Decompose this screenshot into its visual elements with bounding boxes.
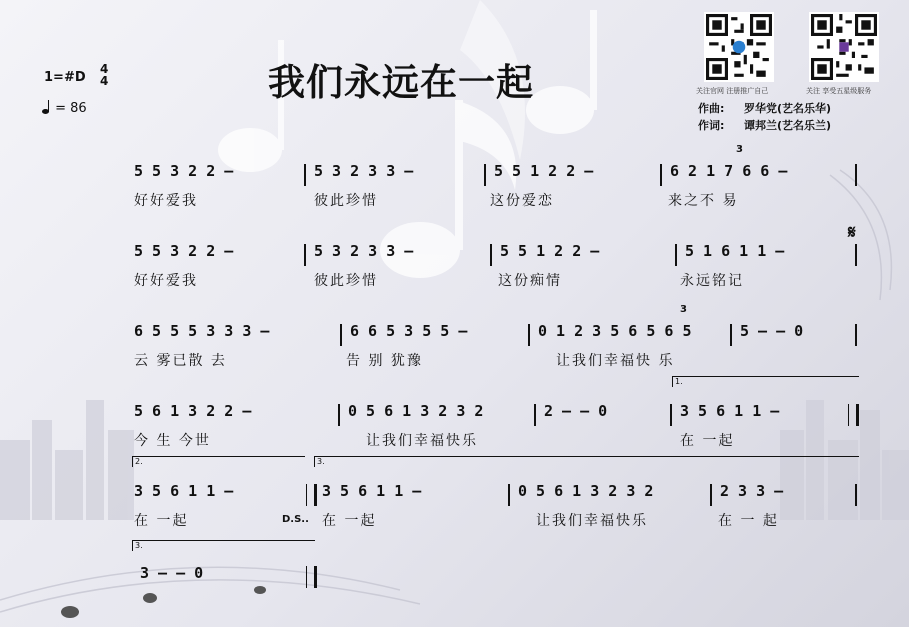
volta-bracket: 2. [132, 456, 305, 467]
bar-line [508, 484, 510, 506]
bar-line [675, 244, 677, 266]
bar-line [855, 324, 857, 346]
lyric-text: 让我们幸福快 乐 [556, 353, 675, 369]
measure-notes: 0 5 6 1 3 2 3 2 [348, 402, 484, 420]
double-bar [306, 484, 317, 506]
lyric-text: 永远铭记 [680, 273, 744, 289]
tempo-value: = 86 [55, 101, 87, 116]
bar-line [855, 484, 857, 506]
lyric-text: 在 一 起 [718, 513, 779, 529]
lyric-text: 这份爱恋 [490, 193, 554, 209]
volta-bracket: 1. [672, 376, 859, 387]
bar-line [304, 244, 306, 266]
song-credits [698, 100, 831, 134]
qr-caption-service: 关注 享受五星级服务 [806, 87, 872, 95]
measure-notes: 6 6 5 3 5 5 – [350, 322, 468, 340]
final-bar [306, 566, 317, 588]
lyric-text: 好好爱我 [134, 273, 198, 289]
time-signature [100, 63, 108, 87]
lyric-text: 彼此珍惜 [314, 193, 378, 209]
lyric-text: 云 雾已散 去 [134, 353, 227, 369]
lyric-text: 好好爱我 [134, 193, 198, 209]
qr-code-icon [706, 14, 772, 80]
bar-line [534, 404, 536, 426]
measure-notes: 3 5 6 1 1 – [680, 402, 780, 420]
measure-notes: 3 5 6 1 1 – [322, 482, 422, 500]
triplet-mark: 3 [736, 144, 743, 155]
bar-line [484, 164, 486, 186]
lyric-text: 让我们幸福快乐 [536, 513, 648, 529]
bar-line [730, 324, 732, 346]
bar-line [670, 404, 672, 426]
bar-line [340, 324, 342, 346]
lyric-text: 让我们幸福快乐 [366, 433, 478, 449]
segno-icon: 𝄋 [848, 222, 856, 243]
measure-notes: 2 3 3 – [720, 482, 784, 500]
bar-line [528, 324, 530, 346]
bar-line [490, 244, 492, 266]
dal-segno-mark: D.S.. [282, 514, 309, 525]
key-signature: 1=#D [44, 70, 86, 85]
lyric-text: 这份痴情 [498, 273, 562, 289]
lyric-text: 今 生 今世 [134, 433, 211, 449]
measure-notes: 5 6 1 3 2 2 – [134, 402, 252, 420]
measure-notes: 5 5 1 2 2 – [494, 162, 594, 180]
measure-notes: 5 3 2 3 3 – [314, 162, 414, 180]
measure-notes: 0 1 2 3 5 6 5 6 5 [538, 322, 692, 340]
composer-name: 罗华党(艺名乐华) [744, 102, 832, 115]
qr-caption-website: 关注官网 注册推广自己 [696, 87, 769, 95]
lyricist-name: 谭邦兰(艺名乐兰) [744, 119, 832, 132]
triplet-mark: 3 [680, 304, 687, 315]
lyricist-label: 作词: [698, 119, 725, 132]
measure-notes: 2 – – 0 [544, 402, 608, 420]
measure-notes: 0 5 6 1 3 2 3 2 [518, 482, 654, 500]
time-top: 4 [100, 62, 109, 76]
bar-line [338, 404, 340, 426]
lyric-text: 告 别 犹豫 [346, 353, 423, 369]
lyric-text: 彼此珍惜 [314, 273, 378, 289]
time-bottom: 4 [100, 74, 109, 88]
lyric-text: 来之不 易 [668, 193, 739, 209]
measure-notes: 5 1 6 1 1 – [685, 242, 785, 260]
lyric-text: 在 一起 [322, 513, 377, 529]
song-title: 我们永远在一起 [268, 60, 534, 104]
composer-label: 作曲: [698, 102, 725, 115]
bar-line [855, 244, 857, 266]
lyric-text: 在 一起 [680, 433, 735, 449]
measure-notes: 5 5 3 2 2 – [134, 242, 234, 260]
qr-code-icon [811, 14, 877, 80]
measure-notes: 3 5 6 1 1 – [134, 482, 234, 500]
bar-line [304, 164, 306, 186]
repeat-end-bar [848, 404, 859, 426]
lyric-text: 在 一起 [134, 513, 189, 529]
measure-notes: 5 3 2 3 3 – [314, 242, 414, 260]
measure-notes: 5 5 1 2 2 – [500, 242, 600, 260]
measure-notes: 5 5 3 2 2 – [134, 162, 234, 180]
volta-bracket: 3. [132, 540, 315, 551]
measure-notes: 5 – – 0 [740, 322, 804, 340]
qr-code-service[interactable] [809, 12, 879, 82]
bar-line [855, 164, 857, 186]
tempo-marking [42, 101, 87, 116]
measure-notes: 6 5 5 5 3 3 3 – [134, 322, 270, 340]
measure-notes: 3 – – 0 [140, 564, 204, 582]
bar-line [660, 164, 662, 186]
quarter-note-icon [42, 109, 49, 114]
volta-bracket: 3. [314, 456, 859, 467]
bar-line [710, 484, 712, 506]
qr-code-website[interactable] [704, 12, 774, 82]
measure-notes: 6 2 1 7 6 6 – [670, 162, 788, 180]
